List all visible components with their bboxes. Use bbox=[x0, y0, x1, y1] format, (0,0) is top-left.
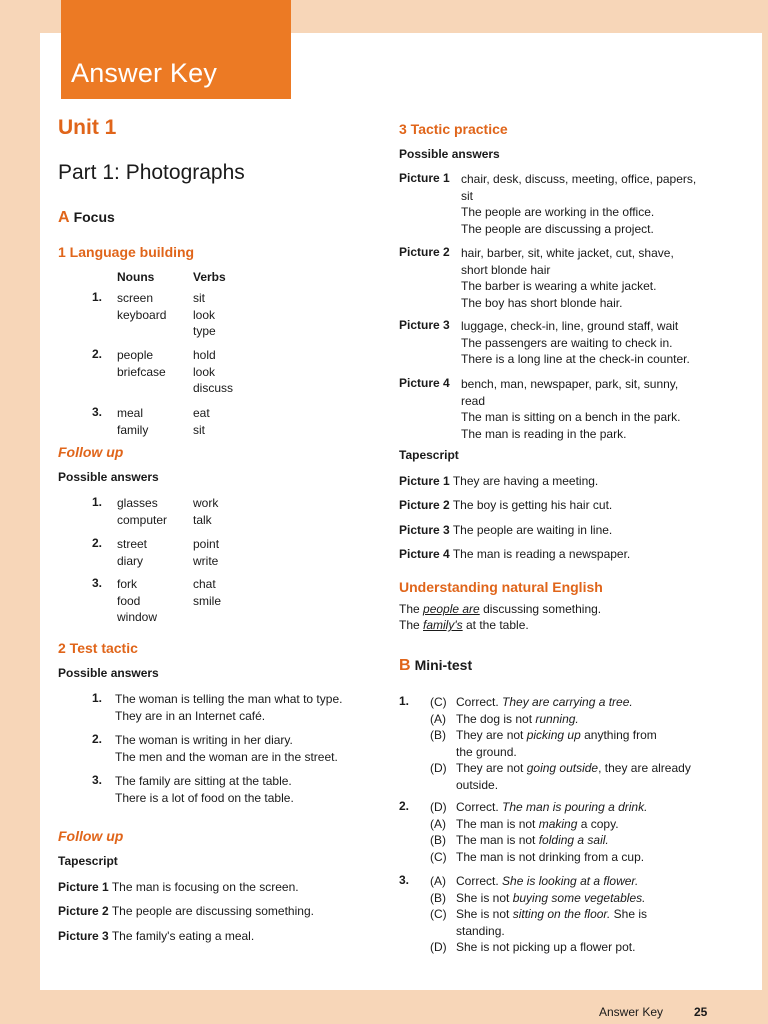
option-text: The man is not making a copy. bbox=[456, 816, 619, 831]
option-text: They are not picking up anything from bbox=[456, 728, 657, 742]
answer-line: read bbox=[461, 393, 486, 408]
option-letter: (C) bbox=[430, 907, 447, 921]
page-number: 25 bbox=[694, 1005, 708, 1019]
test-tactic-heading: 2 Test tactic bbox=[58, 640, 138, 656]
followup-row-nouns bbox=[117, 495, 167, 528]
verb: smile bbox=[193, 593, 222, 608]
noun: keyboard bbox=[117, 307, 167, 322]
option-text: The man is not drinking from a cup. bbox=[456, 849, 645, 864]
tapescript-text: The man is focusing on the screen. bbox=[111, 880, 299, 894]
noun: window bbox=[117, 610, 158, 624]
picture-label: Picture 2 bbox=[399, 498, 450, 512]
answer-line: They are in an Internet café. bbox=[115, 708, 266, 723]
answer-line: The man is sitting on a bench in the park. bbox=[461, 410, 681, 424]
text-pre: The bbox=[399, 602, 424, 616]
picture-answers bbox=[461, 245, 731, 311]
lang-row-number: 2. bbox=[92, 347, 103, 361]
option-text: Correct. She is looking at a flower. bbox=[456, 874, 639, 888]
answer-line: sit bbox=[461, 188, 473, 203]
section-a-heading bbox=[58, 209, 115, 227]
tapescript-text: The family's eating a meal. bbox=[111, 929, 255, 943]
answer-line: The boy has short blonde hair. bbox=[461, 295, 623, 310]
noun: people bbox=[117, 348, 154, 362]
option-letter: (C) bbox=[430, 849, 447, 864]
tapescript-line bbox=[399, 473, 598, 490]
picture-answers bbox=[461, 318, 731, 368]
section-b-title: Mini-test bbox=[414, 657, 473, 673]
followup-row-verbs bbox=[193, 495, 218, 528]
test-item-text bbox=[115, 691, 342, 724]
noun: glasses bbox=[117, 496, 158, 510]
verb: eat bbox=[193, 406, 210, 420]
header-title: Answer Key bbox=[71, 58, 218, 88]
section-b-heading bbox=[399, 657, 472, 675]
tapescript-label: Tapescript bbox=[399, 448, 459, 462]
noun: computer bbox=[117, 512, 168, 527]
answer-line: The woman is writing in her diary. bbox=[115, 733, 293, 747]
followup-row-number: 3. bbox=[92, 576, 103, 590]
option-text-continued: the ground. bbox=[456, 744, 517, 759]
option-text: She is not sitting on the floor. She is bbox=[456, 907, 648, 921]
natural-english-heading: Understanding natural English bbox=[399, 579, 603, 595]
verb: write bbox=[193, 553, 219, 568]
option-text: The dog is not running. bbox=[456, 711, 579, 726]
answer-line: luggage, check-in, line, ground staff, wait bbox=[461, 319, 679, 333]
mini-test-number: 3. bbox=[399, 873, 410, 887]
header-banner bbox=[61, 0, 291, 99]
underlined-phrase: people are bbox=[423, 602, 480, 616]
test-item-number: 3. bbox=[92, 773, 103, 787]
picture-label: Picture 2 bbox=[58, 904, 109, 918]
section-a-title: Focus bbox=[73, 209, 115, 225]
option-text: The man is not folding a sail. bbox=[456, 833, 609, 847]
followup-row-number: 1. bbox=[92, 495, 103, 509]
answer-line: The barber is wearing a white jacket. bbox=[461, 279, 657, 293]
picture-label: Picture 1 bbox=[399, 171, 450, 185]
answer-line: The family are sitting at the table. bbox=[115, 774, 292, 788]
mini-test-number: 1. bbox=[399, 694, 410, 708]
test-item-number: 1. bbox=[92, 691, 103, 705]
option-letter: (D) bbox=[430, 761, 447, 775]
option-letter: (B) bbox=[430, 890, 446, 905]
option-letter: (C) bbox=[430, 695, 447, 709]
option-letter: (A) bbox=[430, 711, 446, 726]
picture-answers bbox=[461, 376, 731, 442]
option-letter: (B) bbox=[430, 833, 446, 847]
answer-line: The men and the woman are in the street. bbox=[115, 749, 338, 764]
nouns-header: Nouns bbox=[117, 270, 155, 284]
tapescript-text: The people are discussing something. bbox=[111, 904, 314, 918]
mini-test-number: 2. bbox=[399, 799, 410, 813]
tapescript-line bbox=[399, 522, 612, 539]
noun: screen bbox=[117, 291, 154, 305]
verbs-header: Verbs bbox=[193, 270, 226, 284]
verb: point bbox=[193, 537, 220, 551]
followup-row-nouns bbox=[117, 536, 147, 569]
option-letter: (A) bbox=[430, 874, 446, 888]
option-text: Correct. The man is pouring a drink. bbox=[456, 800, 648, 814]
option-letter: (B) bbox=[430, 728, 446, 742]
tapescript-line bbox=[399, 497, 612, 514]
verb: work bbox=[193, 496, 219, 510]
noun: fork bbox=[117, 577, 138, 591]
verb: look bbox=[193, 307, 216, 322]
lang-row-verbs bbox=[193, 405, 210, 438]
text-post: at the table. bbox=[462, 618, 529, 632]
verb: look bbox=[193, 364, 216, 379]
answer-line: The passengers are waiting to check in. bbox=[461, 335, 673, 350]
footer-label: Answer Key bbox=[599, 1005, 664, 1019]
follow-up-heading: Follow up bbox=[58, 828, 124, 844]
noun: diary bbox=[117, 553, 144, 568]
tapescript-line bbox=[399, 546, 630, 563]
tapescript-line bbox=[58, 903, 314, 920]
test-item-number: 2. bbox=[92, 732, 103, 746]
verb: chat bbox=[193, 577, 216, 591]
answer-line: hair, barber, sit, white jacket, cut, shave, bbox=[461, 246, 674, 260]
test-item-text bbox=[115, 732, 338, 765]
lang-row-number: 3. bbox=[92, 405, 103, 419]
verb: sit bbox=[193, 291, 205, 305]
section-a-letter: A bbox=[58, 209, 70, 226]
part-title: Part 1: Photographs bbox=[58, 161, 245, 184]
answer-line: short blonde hair bbox=[461, 262, 551, 277]
lang-row-nouns bbox=[117, 347, 166, 380]
lang-row-nouns bbox=[117, 405, 148, 438]
lang-row-verbs bbox=[193, 290, 216, 340]
verb: sit bbox=[193, 422, 205, 437]
followup-row-verbs bbox=[193, 536, 219, 569]
verb: hold bbox=[193, 348, 216, 362]
lang-row-verbs bbox=[193, 347, 233, 397]
picture-answers bbox=[461, 171, 731, 237]
noun: briefcase bbox=[117, 364, 166, 379]
noun: street bbox=[117, 537, 148, 551]
answer-line: chair, desk, discuss, meeting, office, papers, bbox=[461, 172, 697, 186]
answer-line: There is a lot of food on the table. bbox=[115, 790, 294, 805]
followup-row-number: 2. bbox=[92, 536, 103, 550]
tapescript-label: Tapescript bbox=[58, 854, 118, 868]
option-text-continued: outside. bbox=[456, 777, 499, 792]
natural-english-line bbox=[399, 617, 529, 634]
natural-english-line bbox=[399, 601, 601, 618]
tapescript-text: The people are waiting in line. bbox=[452, 523, 613, 537]
possible-answers-label: Possible answers bbox=[58, 666, 159, 680]
text-pre: The bbox=[399, 618, 424, 632]
picture-label: Picture 1 bbox=[399, 474, 450, 488]
verb: discuss bbox=[193, 381, 234, 395]
test-item-text bbox=[115, 773, 294, 806]
text-post: discussing something. bbox=[479, 602, 602, 616]
tapescript-line bbox=[58, 928, 254, 945]
tapescript-text: The man is reading a newspaper. bbox=[452, 547, 631, 561]
answer-line: The man is reading in the park. bbox=[461, 426, 627, 441]
option-text: She is not buying some vegetables. bbox=[456, 890, 646, 905]
answer-line: There is a long line at the check-in counter. bbox=[461, 352, 690, 366]
tactic-practice-heading: 3 Tactic practice bbox=[399, 121, 508, 137]
picture-label: Picture 1 bbox=[58, 880, 109, 894]
section-b-letter: B bbox=[399, 657, 411, 674]
tapescript-line bbox=[58, 879, 299, 896]
option-letter: (A) bbox=[430, 816, 446, 831]
noun: food bbox=[117, 593, 141, 608]
follow-up-heading: Follow up bbox=[58, 444, 124, 460]
answer-line: The people are discussing a project. bbox=[461, 221, 654, 236]
picture-label: Picture 3 bbox=[58, 929, 109, 943]
option-text: They are not going outside, they are already bbox=[456, 761, 691, 775]
option-text-continued: standing. bbox=[456, 923, 505, 938]
answer-line: bench, man, newspaper, park, sit, sunny, bbox=[461, 377, 679, 391]
picture-label: Picture 4 bbox=[399, 376, 450, 390]
option-letter: (D) bbox=[430, 940, 447, 954]
followup-row-verbs bbox=[193, 576, 221, 609]
tapescript-text: The boy is getting his hair cut. bbox=[452, 498, 613, 512]
picture-label: Picture 3 bbox=[399, 523, 450, 537]
followup-row-nouns bbox=[117, 576, 157, 626]
possible-answers-label: Possible answers bbox=[399, 147, 500, 161]
picture-label: Picture 2 bbox=[399, 245, 450, 259]
verb: type bbox=[193, 324, 216, 338]
noun: meal bbox=[117, 406, 144, 420]
underlined-phrase: family's bbox=[423, 618, 463, 632]
unit-title: Unit 1 bbox=[58, 116, 117, 139]
answer-line: The woman is telling the man what to type. bbox=[115, 692, 343, 706]
option-text: She is not picking up a flower pot. bbox=[456, 940, 636, 954]
lang-row-nouns bbox=[117, 290, 166, 323]
possible-answers-label: Possible answers bbox=[58, 470, 159, 484]
language-building-heading: 1 Language building bbox=[58, 244, 195, 260]
answer-line: The people are working in the office. bbox=[461, 205, 655, 219]
verb: talk bbox=[193, 512, 212, 527]
tapescript-text: They are having a meeting. bbox=[452, 474, 599, 488]
lang-row-number: 1. bbox=[92, 290, 103, 304]
option-text: Correct. They are carrying a tree. bbox=[456, 695, 633, 709]
option-letter: (D) bbox=[430, 800, 447, 814]
picture-label: Picture 3 bbox=[399, 318, 450, 332]
noun: family bbox=[117, 422, 149, 437]
picture-label: Picture 4 bbox=[399, 547, 450, 561]
